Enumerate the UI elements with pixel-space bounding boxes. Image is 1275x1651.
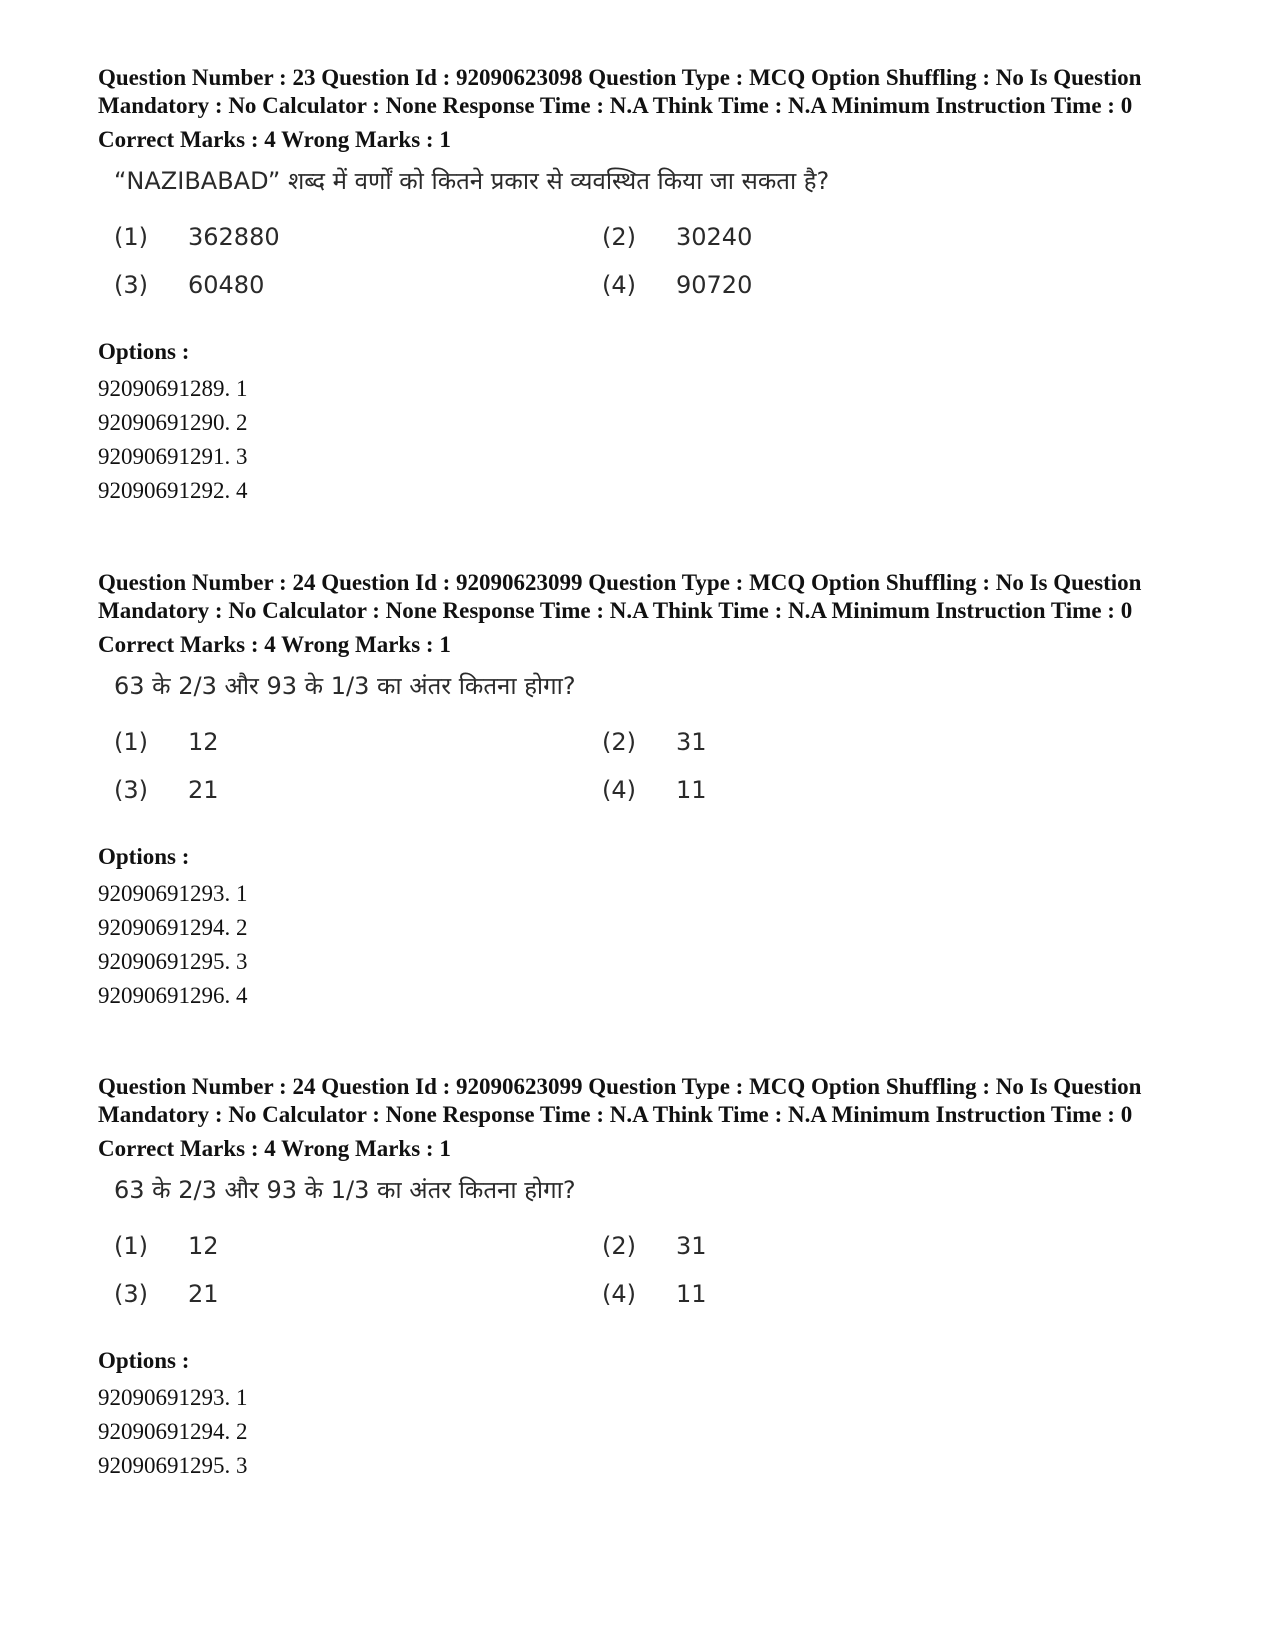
option-item: 92090691290. 2 [98, 410, 248, 435]
choice-value: 11 [676, 1280, 707, 1308]
question-image [114, 164, 1188, 334]
choice-grid [114, 713, 1188, 823]
option-item: 92090691292. 4 [98, 478, 248, 503]
choice-item [602, 775, 707, 805]
choice-number: (1) [114, 728, 148, 756]
choice-number: (3) [114, 776, 148, 804]
question-marks: Correct Marks : 4 Wrong Marks : 1 [98, 632, 451, 657]
question-text: 63 के 2/3 और 93 के 1/3 का अंतर कितना होगा? [114, 672, 576, 700]
option-item: 92090691294. 2 [98, 1419, 248, 1444]
choice-item [602, 1231, 707, 1261]
choice-number: (3) [114, 271, 148, 299]
choice-number: (4) [602, 776, 636, 804]
choice-item [114, 727, 219, 757]
choice-number: (4) [602, 1280, 636, 1308]
choice-item [114, 222, 280, 252]
options-heading: Options : [98, 339, 190, 364]
choice-value: 362880 [188, 223, 280, 251]
question-block [98, 1073, 1188, 1543]
question-text: 63 के 2/3 और 93 के 1/3 का अंतर कितना होगा? [114, 1176, 576, 1204]
option-item: 92090691289. 1 [98, 376, 248, 401]
choice-item [602, 1279, 707, 1309]
choice-value: 30240 [676, 223, 753, 251]
choice-item [114, 270, 264, 300]
choice-number: (1) [114, 223, 148, 251]
question-block [98, 64, 1188, 584]
choice-number: (2) [602, 728, 636, 756]
choice-value: 12 [188, 1232, 219, 1260]
question-block [98, 569, 1188, 1073]
options-list [98, 1381, 1188, 1483]
options-heading: Options : [98, 1348, 190, 1373]
choice-item [114, 1279, 219, 1309]
document-page [98, 64, 1188, 1543]
option-item: 92090691293. 1 [98, 1385, 248, 1410]
question-meta: Question Number : 24 Question Id : 92090623099 Question Type : MCQ Option Shuffling : No Is Question Mandatory : No Calculator : None Response Time : N.A Think Time : N.A Minimum Instruction Time : 0 [98, 1074, 1142, 1127]
question-text: “NAZIBABAD” शब्द में वर्णों को कितने प्रकार से व्यवस्थित किया जा सकता है? [114, 167, 830, 195]
question-marks: Correct Marks : 4 Wrong Marks : 1 [98, 127, 451, 152]
choice-value: 90720 [676, 271, 753, 299]
choice-number: (3) [114, 1280, 148, 1308]
question-image [114, 1173, 1188, 1343]
choice-item [114, 775, 219, 805]
choice-number: (2) [602, 223, 636, 251]
question-meta: Question Number : 23 Question Id : 92090623098 Question Type : MCQ Option Shuffling : No Is Question Mandatory : No Calculator : None Response Time : N.A Think Time : N.A Minimum Instruction Time : 0 [98, 65, 1142, 118]
choice-number: (4) [602, 271, 636, 299]
option-item: 92090691293. 1 [98, 881, 248, 906]
choice-grid [114, 208, 1188, 318]
choice-item [602, 270, 752, 300]
choice-grid [114, 1217, 1188, 1327]
choice-value: 11 [676, 776, 707, 804]
choice-number: (2) [602, 1232, 636, 1260]
option-item: 92090691295. 3 [98, 1453, 248, 1478]
choice-item [602, 727, 707, 757]
question-image [114, 669, 1188, 839]
options-list [98, 372, 1188, 508]
choice-value: 60480 [188, 271, 265, 299]
choice-value: 21 [188, 776, 219, 804]
options-list [98, 877, 1188, 1013]
option-item: 92090691294. 2 [98, 915, 248, 940]
choice-value: 21 [188, 1280, 219, 1308]
option-item: 92090691291. 3 [98, 444, 248, 469]
question-marks: Correct Marks : 4 Wrong Marks : 1 [98, 1136, 451, 1161]
option-item: 92090691296. 4 [98, 983, 248, 1008]
choice-value: 12 [188, 728, 219, 756]
choice-value: 31 [676, 728, 707, 756]
choice-value: 31 [676, 1232, 707, 1260]
choice-number: (1) [114, 1232, 148, 1260]
question-meta: Question Number : 24 Question Id : 92090623099 Question Type : MCQ Option Shuffling : No Is Question Mandatory : No Calculator : None Response Time : N.A Think Time : N.A Minimum Instruction Time : 0 [98, 570, 1142, 623]
choice-item [114, 1231, 219, 1261]
choice-item [602, 222, 752, 252]
options-heading: Options : [98, 844, 190, 869]
option-item: 92090691295. 3 [98, 949, 248, 974]
